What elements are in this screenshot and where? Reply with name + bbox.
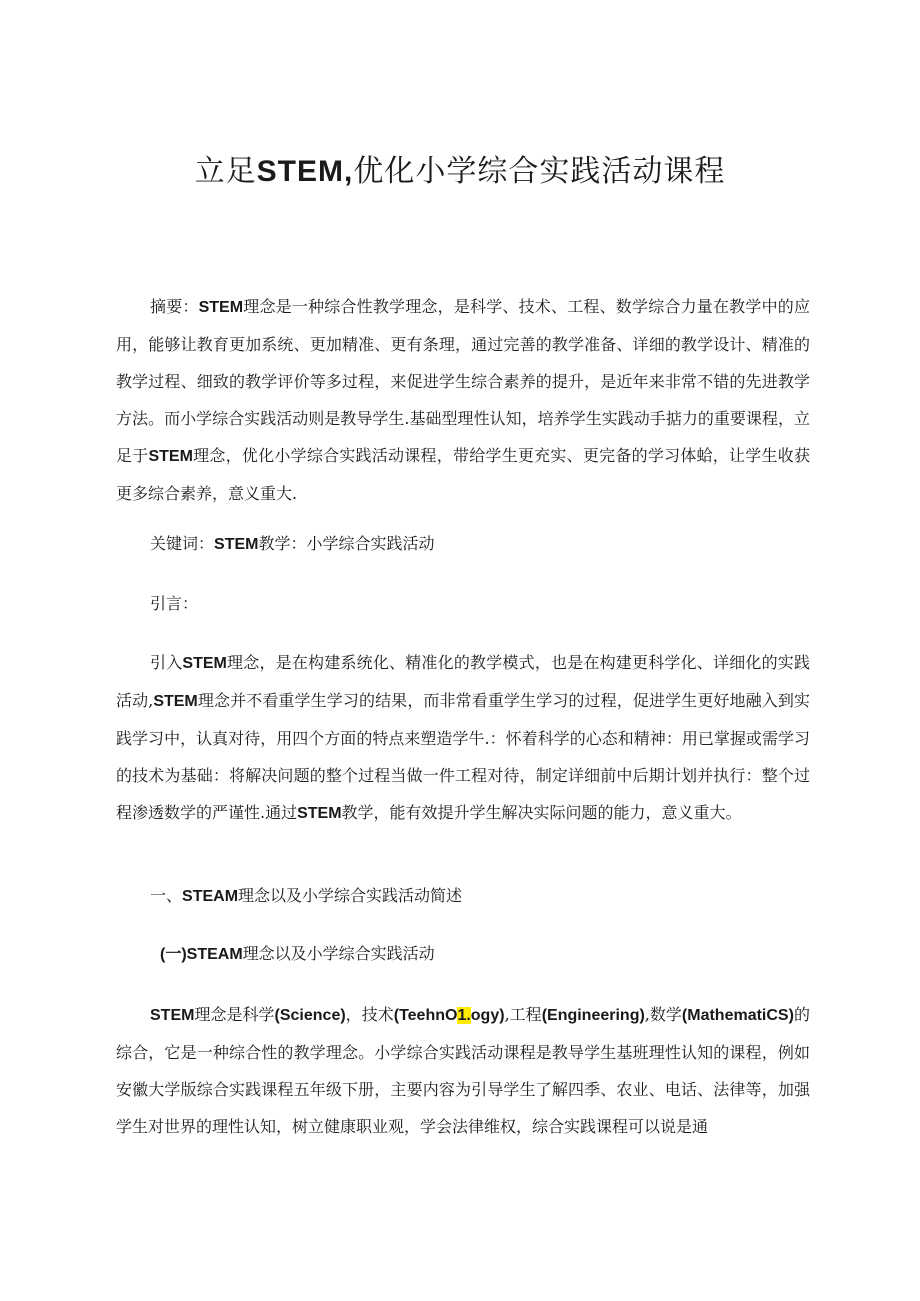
- p3-tech-highlight: 1.: [457, 1007, 471, 1024]
- abstract-text-2: 理念，优化小学综合实践活动课程，带给学生更充实、更完备的学习体蛤，让学生收获更多综合素养，意义重大.: [116, 446, 810, 503]
- heading1-steam: STEAM: [182, 888, 239, 905]
- p3-engineering: (Engineering): [541, 1007, 645, 1024]
- p3-text-2: ，技术: [345, 1005, 394, 1024]
- p3-text-1: 理念是科学: [194, 1005, 275, 1024]
- intro-label: 引言：: [150, 594, 199, 613]
- p3-science: (Science): [274, 1007, 346, 1024]
- abstract-paragraph: [116, 288, 810, 512]
- intro-paragraph: [116, 644, 810, 832]
- keywords-line: [150, 532, 434, 557]
- title-bold: STEM,: [256, 155, 354, 188]
- p3-tech-1: (TeehnO: [393, 1007, 458, 1024]
- intro-text-1: 引入: [150, 653, 183, 672]
- intro-text-4: 教学，能有效提升学生解决实际问题的能力，意义重大。: [341, 803, 742, 822]
- p3-text-4: ,数学: [644, 1005, 682, 1024]
- abstract-stem-2: STEM: [148, 448, 193, 465]
- heading1-text: 理念以及小学综合实践活动简述: [238, 886, 463, 905]
- stem-definition-paragraph: [116, 996, 810, 1145]
- keywords-stem: STEM: [214, 536, 259, 553]
- title-prefix: 立足: [194, 154, 257, 189]
- heading1-prefix: 一、: [150, 886, 183, 905]
- title-suffix: 优化小学综合实践活动课程: [353, 154, 726, 189]
- document-title: [0, 150, 920, 194]
- p3-math: (MathematiCS): [681, 1007, 794, 1024]
- section-heading-2: [160, 942, 435, 967]
- intro-stem-1: STEM: [182, 655, 227, 672]
- abstract-stem-1: STEM: [198, 299, 244, 316]
- p3-stem: STEM: [150, 1007, 195, 1024]
- heading2-steam: (一)STEAM: [160, 946, 243, 963]
- p3-text-5: 的综合，它是一种综合性的教学理念。小学综合实践活动课程是教导学生基班理性认知的课程，例如安徽大学版综合实践课程五年级下册，主要内容为引导学生了解四季、农业、电话、法律等，加强学生对世界的理性认知，树立健康职业观，学会法律维权，综合实践课程可以说是通: [116, 1005, 810, 1136]
- intro-stem-3: STEM: [297, 805, 342, 822]
- intro-stem-2: STEM: [153, 693, 198, 710]
- p3-tech-2: ogy): [470, 1007, 505, 1024]
- intro-text-3: 理念并不看重学生学习的结果，而非常看重学生学习的过程，促进学生更好地融入到实践学习中，认真对待，用四个方面的特点来塑造学牛.：怀着科学的心态和精神：用已掌握或需学习的技术为基础：将解决问题的整个过程当做一件工程对待，制定详细前中后期计划并执行：整个过程渗透数学的严谨性.通过: [116, 691, 810, 822]
- p3-text-3: ,工程: [504, 1005, 542, 1024]
- keywords-text: 教学：小学综合实践活动: [258, 534, 435, 553]
- abstract-label: 摘要：: [150, 297, 199, 316]
- keywords-label: 关键词：: [150, 534, 215, 553]
- intro-text-2: 理念，是在构建系统化、精准化的教学模式，也是在构建更科学化、详细化的实践活动,: [116, 653, 810, 710]
- section-heading-1: [150, 884, 462, 909]
- abstract-text-1: 理念是一种综合性教学理念，是科学、技术、工程、数学综合力量在教学中的应用，能够让教育更加系统、更加精准、更有条理，通过完善的教学准备、详细的教学设计、精准的教学过程、细致的教学评价等多过程，来促进学生综合素养的提升，是近年来非常不错的先进教学方法。而小学综合实践活动则是教导学生.基础型理性认知，培养学生实践动手掂力的重要课程，立足于: [116, 297, 810, 465]
- heading2-text: 理念以及小学综合实践活动: [242, 944, 435, 963]
